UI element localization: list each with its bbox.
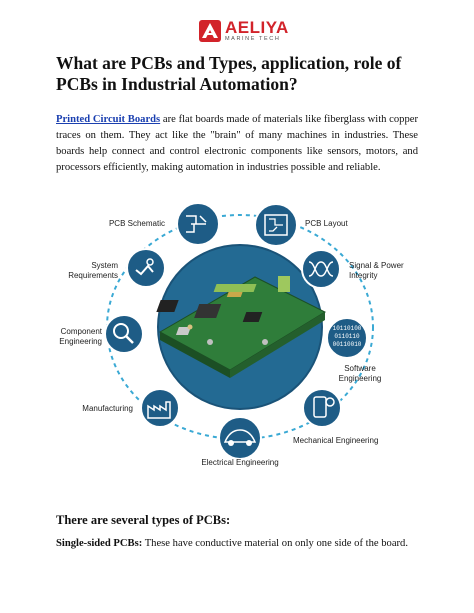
node-pcb-layout: [255, 204, 297, 246]
label-mechanical-engineering: Mechanical Engineering: [293, 436, 379, 445]
binary-row-1: 10110100: [332, 325, 362, 332]
intro-body: are flat boards made of materials like fiberglass with copper traces on them. They act like the "brain" of many machines in industries. These boards help connect and control electronic components like sensors, motors, and processors efficiently, making automation in industries possible and reliable.: [56, 114, 418, 173]
label-pcb-schematic: PCB Schematic: [108, 219, 165, 228]
node-mechanical-engineering: [303, 389, 341, 427]
logo-mark-icon: [199, 20, 221, 42]
section-heading: There are several types of PCBs:: [56, 513, 231, 527]
node-electrical-engineering: [219, 417, 261, 459]
type-description: These have conductive material on only one side of the board.: [142, 538, 408, 549]
node-component-engineering: [105, 315, 143, 353]
pcb-link[interactable]: Printed Circuit Boards: [56, 114, 161, 125]
binary-row-2: 0110110: [334, 333, 360, 340]
logo-brand-name: AELIYA: [225, 18, 289, 38]
label-software-engineering: Software Engineering: [338, 364, 382, 383]
label-pcb-layout: PCB Layout: [305, 219, 348, 228]
brand-logo: [199, 18, 289, 44]
binary-row-3: 00110010: [332, 341, 362, 348]
node-pcb-schematic: [177, 203, 219, 245]
logo-tagline: MARINE TECH: [225, 36, 281, 43]
label-system-requirements: System Requirements: [68, 261, 118, 280]
node-manufacturing: [141, 389, 179, 427]
label-electrical-engineering: Electrical Engineering: [201, 458, 279, 467]
node-signal-power-integrity: [302, 250, 340, 288]
node-system-requirements: [127, 249, 165, 287]
label-signal-power-integrity: Signal & Power Integrity: [349, 261, 404, 280]
page-title: What are PCBs and Types, application, role of PCBs in Industrial Automation?: [56, 53, 402, 94]
type-term: Single-sided PCBs:: [56, 538, 143, 549]
pcb-type-item: [56, 536, 426, 552]
label-component-engineering: Component Engineering: [59, 327, 102, 346]
label-manufacturing: Manufacturing: [82, 404, 133, 413]
intro-paragraph: [56, 112, 418, 176]
pcb-process-diagram: [50, 192, 430, 482]
node-software-engineering: [327, 318, 367, 358]
